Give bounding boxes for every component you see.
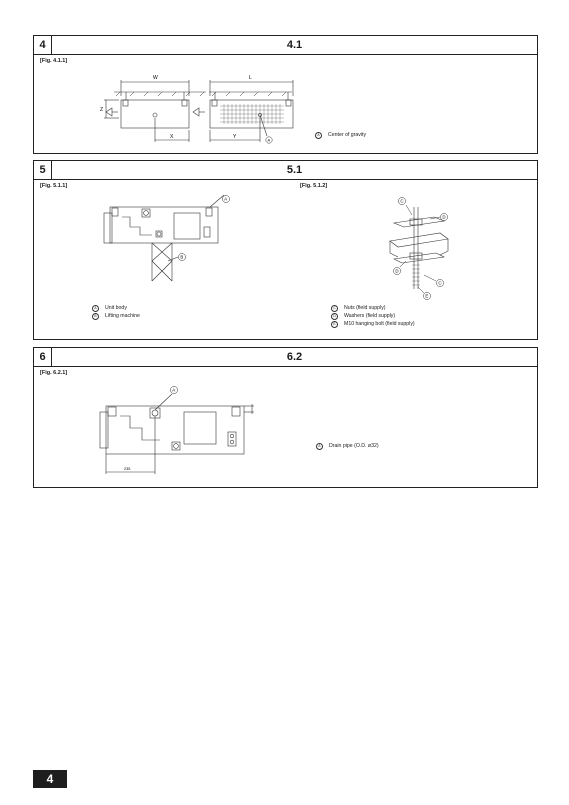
section-number: 6 xyxy=(34,348,52,366)
legend-item xyxy=(331,304,415,312)
section-title: 6.2 xyxy=(286,351,303,363)
dim-x-label: X xyxy=(170,134,174,140)
callout-d-top: D xyxy=(442,214,446,220)
legend-text: Center of gravity xyxy=(328,132,367,138)
legend-mark: A xyxy=(92,305,99,312)
legend xyxy=(315,131,366,139)
figure-6-2-1-drawing xyxy=(34,348,537,487)
section-6-2 xyxy=(33,347,538,488)
legend-mark: B xyxy=(92,313,99,320)
legend-item xyxy=(315,131,366,139)
dim-w-label: W xyxy=(153,75,158,81)
callout-e: E xyxy=(425,293,429,299)
page-number: 4 xyxy=(33,770,67,788)
figure-label: [Fig. 6.2.1] xyxy=(40,370,68,376)
section-5-1 xyxy=(33,160,538,340)
figure-label: [Fig. 4.1.1] xyxy=(40,58,68,64)
callout-a: A xyxy=(267,137,271,143)
legend-mark: D xyxy=(331,313,338,320)
legend xyxy=(316,442,379,450)
legend-text: Drain pipe (O.D. ø32) xyxy=(329,443,379,449)
callout-a: A xyxy=(172,387,176,393)
callout-b: B xyxy=(180,254,184,260)
legend-item xyxy=(331,320,415,328)
legend-right xyxy=(331,304,415,328)
legend-item xyxy=(316,442,379,450)
legend-item xyxy=(92,312,140,320)
dim-z-label: Z xyxy=(100,107,104,113)
section-4-1 xyxy=(33,35,538,154)
legend-item xyxy=(331,312,415,320)
legend-mark: A xyxy=(315,132,322,139)
section-number: 4 xyxy=(34,36,52,54)
dim-235-label: 235 xyxy=(124,467,131,471)
callout-c-bottom: C xyxy=(438,280,442,286)
figure-label-right: [Fig. 5.1.2] xyxy=(300,183,328,189)
callout-d-bottom: D xyxy=(395,268,399,274)
legend-text: Washers (field supply) xyxy=(344,313,396,319)
legend-text: Lifting machine xyxy=(105,313,140,319)
figure-label-left: [Fig. 5.1.1] xyxy=(40,183,68,189)
legend-mark: C xyxy=(331,305,338,312)
legend-mark: E xyxy=(331,321,338,328)
section-title: 5.1 xyxy=(286,164,303,176)
legend-mark: A xyxy=(316,443,323,450)
legend-item xyxy=(92,304,140,312)
legend-left xyxy=(92,304,140,320)
legend-text: Nuts (field supply) xyxy=(344,305,386,311)
legend-text: M10 hanging bolt (field supply) xyxy=(344,321,415,327)
callout-a: A xyxy=(224,196,228,202)
section-title: 4.1 xyxy=(286,39,303,51)
dim-l-label: L xyxy=(249,75,252,81)
callout-c-top: C xyxy=(400,198,404,204)
legend-text: Unit body xyxy=(105,305,127,311)
section-number: 5 xyxy=(34,161,52,179)
figure-4-1-1-drawing xyxy=(34,36,537,153)
dim-y-label: Y xyxy=(233,134,237,140)
